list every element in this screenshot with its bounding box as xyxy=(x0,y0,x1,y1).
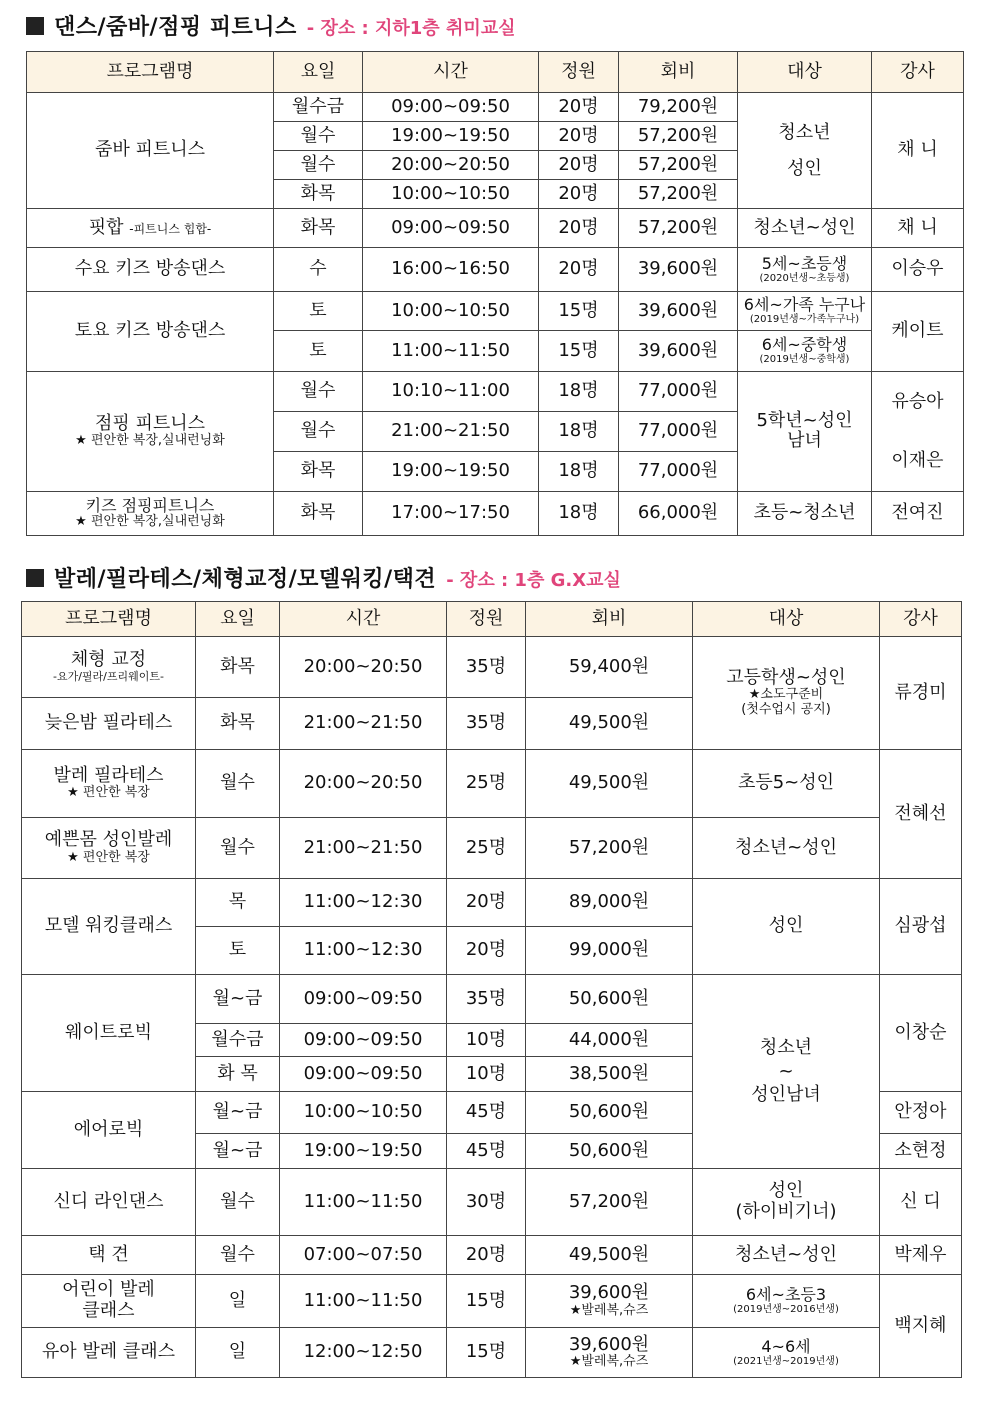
teacher: 백지혜 xyxy=(880,1275,962,1378)
teacher: 이창순 xyxy=(880,975,962,1092)
program-name: 토요 키즈 방송댄스 xyxy=(27,292,274,372)
header-teacher: 강사 xyxy=(872,52,964,93)
target-line: 성인 xyxy=(787,157,822,179)
table-row xyxy=(27,491,964,535)
fee: 39,600원 xyxy=(619,248,738,292)
teacher: 신 디 xyxy=(880,1169,962,1236)
time: 19:00~19:50 xyxy=(363,451,539,491)
time: 10:10~11:00 xyxy=(363,372,539,412)
capacity: 15명 xyxy=(539,292,619,331)
target-text: 6세~중학생 xyxy=(761,335,848,355)
time: 19:00~19:50 xyxy=(363,122,539,151)
header-fee: 회비 xyxy=(526,602,693,637)
day: 월수 xyxy=(196,818,280,879)
table-row xyxy=(27,292,964,331)
time: 20:00~20:50 xyxy=(280,750,447,818)
day: 일 xyxy=(196,1275,280,1328)
program-note: ★ 편안한 복장,실내런닝화 xyxy=(75,433,225,449)
day: 토 xyxy=(274,331,363,372)
section2-title-text: 발레/필라테스/체형교정/모델워킹/택견 xyxy=(54,567,437,592)
table-row xyxy=(27,372,964,412)
section1-table xyxy=(26,51,964,536)
day: 토 xyxy=(274,292,363,331)
time: 10:00~10:50 xyxy=(363,180,539,209)
target-line: 성인남녀 xyxy=(751,1084,821,1106)
day: 화목 xyxy=(274,491,363,535)
program-name xyxy=(22,818,196,879)
program-name-line: 클래스 xyxy=(82,1300,135,1321)
time: 11:00~11:50 xyxy=(280,1275,447,1328)
fee: 59,400원 xyxy=(526,637,693,698)
time: 20:00~20:50 xyxy=(363,151,539,180)
target: 초등5~성인 xyxy=(693,750,880,818)
fee: 57,200원 xyxy=(526,1169,693,1236)
target xyxy=(738,331,872,372)
header-time: 시간 xyxy=(363,52,539,93)
table-row xyxy=(22,1169,962,1236)
teacher: 이승우 xyxy=(872,248,964,292)
fee: 99,000원 xyxy=(526,927,693,975)
section2-location: - 장소 : 1층 G.X교실 xyxy=(446,570,621,591)
capacity: 35명 xyxy=(447,975,526,1024)
target xyxy=(693,1328,880,1378)
fee xyxy=(526,1275,693,1328)
header-capacity: 정원 xyxy=(447,602,526,637)
day: 월수 xyxy=(274,372,363,412)
program-name xyxy=(27,209,274,248)
target-text: 6세~초등3 xyxy=(745,1285,827,1305)
fee: 39,600원 xyxy=(619,292,738,331)
teacher: 전여진 xyxy=(872,491,964,535)
program-name: 줌바 피트니스 xyxy=(27,93,274,209)
target-subtext: (2019년생~중학생) xyxy=(759,354,850,366)
fee: 57,200원 xyxy=(526,818,693,879)
program-name xyxy=(27,491,274,535)
program-name: 신디 라인댄스 xyxy=(22,1169,196,1236)
target-subtext: (2021년생~2019년생) xyxy=(733,1355,839,1367)
program-note: ★ 편안한 복장 xyxy=(67,849,150,865)
table-row xyxy=(22,975,962,1024)
section2-table xyxy=(21,601,962,1378)
teacher: 심광섭 xyxy=(880,879,962,975)
program-name xyxy=(22,1275,196,1328)
target xyxy=(738,93,872,209)
target-line: 남녀 xyxy=(787,430,822,452)
target-text: 5세~초등생 xyxy=(761,253,848,273)
time: 16:00~16:50 xyxy=(363,248,539,292)
program-name: 늦은밤 필라테스 xyxy=(22,698,196,750)
table-row xyxy=(27,93,964,122)
time: 09:00~09:50 xyxy=(280,975,447,1024)
program-name xyxy=(22,750,196,818)
program-name: 택 견 xyxy=(22,1236,196,1275)
table-row xyxy=(27,248,964,292)
capacity: 20명 xyxy=(539,122,619,151)
target xyxy=(693,637,880,750)
day: 화목 xyxy=(274,451,363,491)
day: 화목 xyxy=(274,209,363,248)
fee: 57,200원 xyxy=(619,209,738,248)
fee-text: 39,600원 xyxy=(568,1333,650,1355)
time: 09:00~09:50 xyxy=(280,1024,447,1057)
time: 10:00~10:50 xyxy=(363,292,539,331)
teacher: 전혜선 xyxy=(880,750,962,879)
fee: 79,200원 xyxy=(619,93,738,122)
header-fee: 회비 xyxy=(619,52,738,93)
capacity: 10명 xyxy=(447,1024,526,1057)
time: 11:00~11:50 xyxy=(363,331,539,372)
target-note: (첫수업시 공지) xyxy=(741,702,831,718)
day: 화목 xyxy=(196,637,280,698)
time: 11:00~12:30 xyxy=(280,927,447,975)
target xyxy=(738,292,872,331)
square-bullet-icon xyxy=(26,17,44,35)
day: 화목 xyxy=(196,698,280,750)
program-name-text: 체형 교정 xyxy=(70,649,147,671)
header-capacity: 정원 xyxy=(539,52,619,93)
day: 수 xyxy=(274,248,363,292)
table-row xyxy=(22,1328,962,1378)
program-note: ★ 편안한 복장,실내런닝화 xyxy=(75,514,225,529)
fee: 77,000원 xyxy=(619,411,738,451)
teacher: 류경미 xyxy=(880,637,962,750)
target xyxy=(738,248,872,292)
fee: 77,000원 xyxy=(619,451,738,491)
target-text: 4~6세 xyxy=(761,1336,811,1356)
teacher: 케이트 xyxy=(872,292,964,372)
program-name-text: 점핑 피트니스 xyxy=(94,412,206,434)
day: 화목 xyxy=(274,180,363,209)
day: 월수금 xyxy=(196,1024,280,1057)
section1-location: - 장소 : 지하1층 취미교실 xyxy=(306,18,516,39)
fee: 66,000원 xyxy=(619,491,738,535)
teacher-name: 이재은 xyxy=(891,450,944,472)
fee: 57,200원 xyxy=(619,151,738,180)
header-teacher: 강사 xyxy=(880,602,962,637)
target: 청소년~성인 xyxy=(738,209,872,248)
fee: 77,000원 xyxy=(619,372,738,412)
day: 일 xyxy=(196,1328,280,1378)
capacity: 15명 xyxy=(447,1328,526,1378)
capacity: 20명 xyxy=(539,151,619,180)
target-line: 5학년~성인 xyxy=(756,409,853,431)
target-line: 청소년 xyxy=(778,121,831,143)
header-program: 프로그램명 xyxy=(22,602,196,637)
time: 17:00~17:50 xyxy=(363,491,539,535)
section1-title-text: 댄스/줌바/점핑 피트니스 xyxy=(54,15,297,40)
square-bullet-icon xyxy=(26,569,44,587)
fee-note: ★발레복,슈즈 xyxy=(569,1354,649,1370)
time: 09:00~09:50 xyxy=(363,209,539,248)
program-name: 수요 키즈 방송댄스 xyxy=(27,248,274,292)
header-day: 요일 xyxy=(196,602,280,637)
target xyxy=(693,975,880,1169)
program-name-text: 키즈 점핑피트니스 xyxy=(85,495,215,515)
time: 19:00~19:50 xyxy=(280,1134,447,1169)
target-note: ★소도구준비 xyxy=(748,687,824,703)
capacity: 20명 xyxy=(539,93,619,122)
program-subtitle: -피트니스 힙합- xyxy=(129,221,212,236)
day: 월~금 xyxy=(196,1134,280,1169)
target xyxy=(693,1169,880,1236)
fee: 49,500원 xyxy=(526,1236,693,1275)
day: 월수 xyxy=(274,411,363,451)
program-name: 유아 발레 클래스 xyxy=(22,1328,196,1378)
fee xyxy=(526,1328,693,1378)
program-name-text: 발레 필라테스 xyxy=(53,764,164,786)
time: 21:00~21:50 xyxy=(363,411,539,451)
target-line: ~ xyxy=(778,1060,794,1082)
teacher-name: 유승아 xyxy=(891,391,944,412)
capacity: 25명 xyxy=(447,818,526,879)
target-text: 6세~가족 누구나 xyxy=(743,295,866,315)
program-name: 모델 워킹클래스 xyxy=(22,879,196,975)
program-name: 웨이트로빅 xyxy=(22,975,196,1092)
target: 초등~청소년 xyxy=(738,491,872,535)
program-subtitle: -요가/필라/프리웨이트- xyxy=(53,670,164,684)
day: 월수 xyxy=(196,1236,280,1275)
target-line: 청소년 xyxy=(759,1037,813,1059)
fee: 38,500원 xyxy=(526,1057,693,1092)
table-row xyxy=(22,1275,962,1328)
fee: 57,200원 xyxy=(619,122,738,151)
fee: 49,500원 xyxy=(526,698,693,750)
program-name xyxy=(22,637,196,698)
table-row xyxy=(22,637,962,698)
day: 화 목 xyxy=(196,1057,280,1092)
teacher xyxy=(872,372,964,492)
capacity: 15명 xyxy=(447,1275,526,1328)
header-program: 프로그램명 xyxy=(27,52,274,93)
target: 청소년~성인 xyxy=(693,1236,880,1275)
target: 청소년~성인 xyxy=(693,818,880,879)
time: 09:00~09:50 xyxy=(363,93,539,122)
target xyxy=(738,372,872,492)
time: 12:00~12:50 xyxy=(280,1328,447,1378)
teacher: 박제우 xyxy=(880,1236,962,1275)
target-subtext: (2019년생~2016년생) xyxy=(733,1304,839,1316)
section2-title xyxy=(26,562,621,593)
capacity: 10명 xyxy=(447,1057,526,1092)
target: 성인 xyxy=(693,879,880,975)
capacity: 20명 xyxy=(539,209,619,248)
time: 20:00~20:50 xyxy=(280,637,447,698)
header-target: 대상 xyxy=(738,52,872,93)
day: 목 xyxy=(196,879,280,927)
target-line: 성인 xyxy=(768,1180,804,1202)
header-target: 대상 xyxy=(693,602,880,637)
teacher: 안정아 xyxy=(880,1092,962,1134)
capacity: 18명 xyxy=(539,451,619,491)
fee: 49,500원 xyxy=(526,750,693,818)
time: 10:00~10:50 xyxy=(280,1092,447,1134)
table-header-row xyxy=(22,602,962,637)
section1-title xyxy=(26,10,516,41)
capacity: 20명 xyxy=(539,248,619,292)
capacity: 25명 xyxy=(447,750,526,818)
capacity: 45명 xyxy=(447,1092,526,1134)
table-row xyxy=(22,818,962,879)
target-line: (하이비기너) xyxy=(735,1201,837,1222)
capacity: 35명 xyxy=(447,698,526,750)
capacity: 45명 xyxy=(447,1134,526,1169)
capacity: 20명 xyxy=(447,879,526,927)
fee-note: ★발레복,슈즈 xyxy=(569,1302,649,1318)
teacher: 채 니 xyxy=(872,209,964,248)
program-name: 에어로빅 xyxy=(22,1092,196,1169)
target-text: 고등학생~성인 xyxy=(726,666,846,688)
capacity: 20명 xyxy=(539,180,619,209)
day: 월수금 xyxy=(274,93,363,122)
fee: 50,600원 xyxy=(526,1092,693,1134)
program-name-text: 예쁜몸 성인발레 xyxy=(44,829,173,851)
fee: 50,600원 xyxy=(526,1134,693,1169)
fee: 44,000원 xyxy=(526,1024,693,1057)
time: 11:00~11:50 xyxy=(280,1169,447,1236)
header-time: 시간 xyxy=(280,602,447,637)
header-day: 요일 xyxy=(274,52,363,93)
table-row xyxy=(27,209,964,248)
program-note: ★ 편안한 복장 xyxy=(67,785,150,801)
program-name-text: 핏합 xyxy=(88,216,124,238)
capacity: 35명 xyxy=(447,637,526,698)
fee: 50,600원 xyxy=(526,975,693,1024)
table-row xyxy=(22,1236,962,1275)
time: 09:00~09:50 xyxy=(280,1057,447,1092)
target xyxy=(693,1275,880,1328)
target-subtext: (2020년생~초등생) xyxy=(759,272,850,284)
fee: 39,600원 xyxy=(619,331,738,372)
program-name-line: 어린이 발레 xyxy=(62,1279,155,1301)
capacity: 18명 xyxy=(539,411,619,451)
capacity: 15명 xyxy=(539,331,619,372)
day: 토 xyxy=(196,927,280,975)
day: 월수 xyxy=(196,750,280,818)
day: 월수 xyxy=(274,122,363,151)
day: 월수 xyxy=(274,151,363,180)
time: 21:00~21:50 xyxy=(280,818,447,879)
target-subtext: (2019년생~가족누구나) xyxy=(749,314,860,326)
capacity: 18명 xyxy=(539,491,619,535)
time: 21:00~21:50 xyxy=(280,698,447,750)
capacity: 30명 xyxy=(447,1169,526,1236)
capacity: 20명 xyxy=(447,1236,526,1275)
fee-text: 39,600원 xyxy=(568,1282,650,1304)
fee: 89,000원 xyxy=(526,879,693,927)
time: 11:00~12:30 xyxy=(280,879,447,927)
capacity: 18명 xyxy=(539,372,619,412)
teacher: 채 니 xyxy=(872,93,964,209)
day: 월~금 xyxy=(196,1092,280,1134)
time: 07:00~07:50 xyxy=(280,1236,447,1275)
table-row xyxy=(22,879,962,927)
teacher: 소현정 xyxy=(880,1134,962,1169)
fee: 57,200원 xyxy=(619,180,738,209)
table-header-row xyxy=(27,52,964,93)
day: 월~금 xyxy=(196,975,280,1024)
program-name xyxy=(27,372,274,492)
day: 월수 xyxy=(196,1169,280,1236)
table-row xyxy=(22,750,962,818)
capacity: 20명 xyxy=(447,927,526,975)
